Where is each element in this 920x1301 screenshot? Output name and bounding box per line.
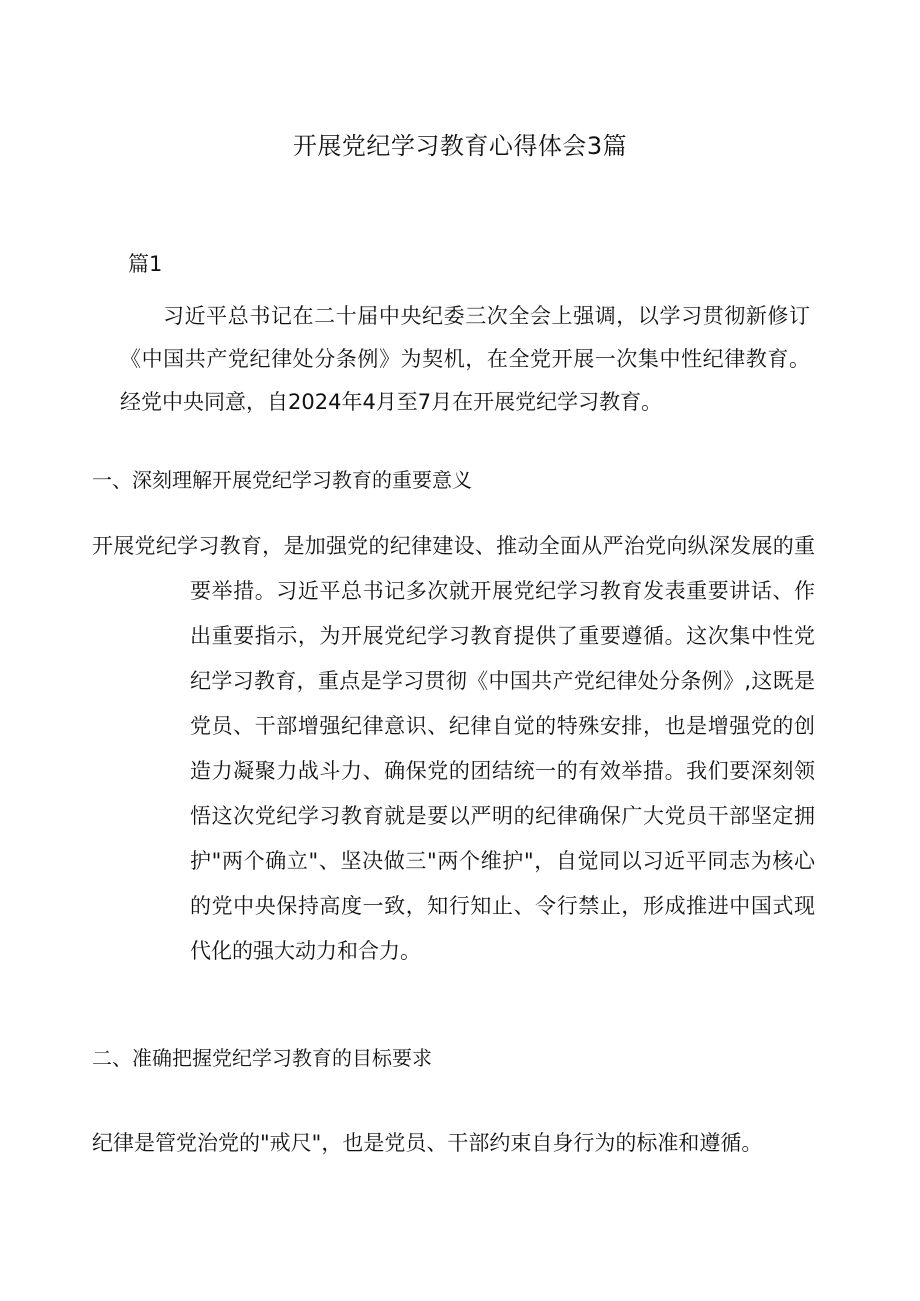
heading-2: 二、准确把握党纪学习教育的目标要求 bbox=[92, 1046, 432, 1070]
document-title: 开展党纪学习教育心得体会3篇 bbox=[292, 132, 628, 160]
heading-1: 一、深刻理解开展党纪学习教育的重要意义 bbox=[92, 468, 472, 492]
paragraph-2: 纪律是管党治党的"戒尺"，也是党员、干部约束自身行为的标准和遵循。 bbox=[92, 1131, 763, 1155]
paragraph-1: 开展党纪学习教育，是加强党的纪律建设、推动全面从严治党向纵深发展的重要举措。习近平总书记多次就开展党纪学习教育发表重要讲话、作出重要指示，为开展党纪学习教育提供了重要遵循。这次集中性党纪学习教育，重点是学习贯彻《中国共产党纪律处分条例》,这既是党员、干部增强纪律意识、纪律自觉的特殊安排，也是增强党的创造力凝聚力战斗力、确保党的团结统一的有效举措。我们要深刻领悟这次党纪学习教育就是要以严明的纪律确保广大党员干部坚定拥护"两个确立"、坚决做三"两个维护"，自觉同以习近平同志为核心的党中央保持高度一致，知行知止、令行禁止，形成推进中国式现代化的强大动力和合力。 bbox=[92, 534, 815, 963]
intro-paragraph: 习近平总书记在二十届中央纪委三次全会上强调，以学习贯彻新修订《中国共产党纪律处分条例》为契机，在全党开展一次集中性纪律教育。经党中央同意，自2024年4月至7月在开展党纪学习教育。 bbox=[120, 304, 810, 414]
section-label: 篇1 bbox=[128, 252, 163, 276]
